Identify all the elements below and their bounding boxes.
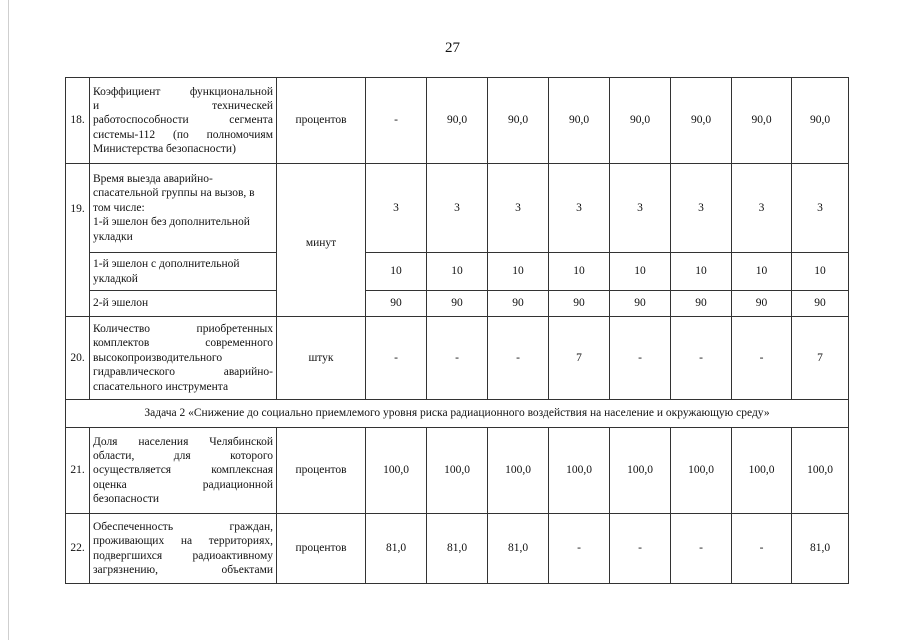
table-row (66, 253, 849, 291)
value-cell: - (671, 317, 732, 400)
name-line: комплектов современного (93, 337, 273, 350)
value-cell: 3 (732, 164, 792, 253)
table-row (66, 317, 849, 400)
value-cell: - (610, 317, 671, 400)
row-number: 22. (66, 514, 90, 584)
name-line: высокопроизводительного (93, 351, 223, 364)
unit-cell: процентов (277, 78, 366, 164)
indicators-table (65, 77, 849, 584)
page-left-edge (8, 0, 9, 640)
value-cell: 100,0 (366, 428, 427, 514)
name-line: спасательной группы на вызов, в (93, 187, 255, 200)
name-line: том числе: (93, 201, 145, 214)
indicator-name (90, 164, 277, 253)
indicator-name (90, 317, 277, 400)
indicator-name (90, 428, 277, 514)
row-number: 21. (66, 428, 90, 514)
value-cell: - (366, 317, 427, 400)
name-line: Доля населения Челябинской (93, 435, 273, 448)
value-cell: 90 (366, 291, 427, 317)
value-cell: - (671, 514, 732, 584)
value-cell: 7 (549, 317, 610, 400)
table-row (66, 164, 849, 253)
name-line: гидравлического аварийно- (93, 366, 273, 379)
value-cell: 90 (549, 291, 610, 317)
name-line: спасательного инструмента (93, 380, 229, 393)
name-line: работоспособности сегмента (93, 114, 273, 127)
unit-cell: процентов (277, 514, 366, 584)
value-cell: - (427, 317, 488, 400)
value-cell: 90 (488, 291, 549, 317)
name-line: и техническей (93, 99, 273, 112)
value-cell: 100,0 (610, 428, 671, 514)
row-number: 20. (66, 317, 90, 400)
value-cell: 90,0 (671, 78, 732, 164)
value-cell: 10 (792, 253, 849, 291)
task-heading: Задача 2 «Снижение до социально приемлемого уровня риска радиационного воздействия на население и окружающую среду» (66, 400, 849, 428)
value-cell: 7 (792, 317, 849, 400)
name-line: осуществляется комплексная (93, 464, 273, 477)
value-cell: 90 (610, 291, 671, 317)
value-cell: 90 (792, 291, 849, 317)
unit-cell: минут (277, 164, 366, 317)
value-cell: 10 (427, 253, 488, 291)
name-line: 1-й эшелон с дополнительной (93, 258, 240, 271)
value-cell: 3 (427, 164, 488, 253)
page-number: 27 (445, 40, 460, 56)
name-line: системы-112 (по полномочиям (93, 128, 273, 141)
name-line: подвергшихся радиоактивному (93, 549, 273, 562)
value-cell: - (366, 78, 427, 164)
name-line: Обеспеченность граждан, (93, 520, 273, 533)
value-cell: 3 (671, 164, 732, 253)
table-row (66, 514, 849, 584)
row-number: 18. (66, 78, 90, 164)
indicator-name (90, 291, 277, 317)
name-line: укладки (93, 230, 133, 243)
value-cell: 10 (549, 253, 610, 291)
value-cell: 10 (488, 253, 549, 291)
value-cell: 10 (610, 253, 671, 291)
value-cell: 3 (549, 164, 610, 253)
unit-cell: процентов (277, 428, 366, 514)
value-cell: 81,0 (792, 514, 849, 584)
indicator-name (90, 78, 277, 164)
task-heading-row (66, 400, 849, 428)
table-row (66, 291, 849, 317)
value-cell: 100,0 (732, 428, 792, 514)
value-cell: 100,0 (792, 428, 849, 514)
name-line: безопасности (93, 493, 160, 506)
value-cell: 3 (610, 164, 671, 253)
value-cell: 100,0 (549, 428, 610, 514)
name-line: Министерства безопасности) (93, 143, 236, 156)
value-cell: - (732, 317, 792, 400)
value-cell: 90 (671, 291, 732, 317)
name-line: проживающих на территориях, (93, 535, 273, 548)
value-cell: 10 (732, 253, 792, 291)
name-line: загрязнению, объектами (93, 563, 273, 576)
value-cell: 81,0 (488, 514, 549, 584)
value-cell: 90,0 (732, 78, 792, 164)
value-cell: 100,0 (488, 428, 549, 514)
value-cell: 90,0 (610, 78, 671, 164)
value-cell: 81,0 (427, 514, 488, 584)
value-cell: 81,0 (366, 514, 427, 584)
value-cell: 100,0 (427, 428, 488, 514)
value-cell: 3 (488, 164, 549, 253)
value-cell: 90,0 (488, 78, 549, 164)
name-line: 1-й эшелон без дополнительной (93, 216, 250, 229)
value-cell: 10 (671, 253, 732, 291)
value-cell: - (610, 514, 671, 584)
value-cell: 90,0 (792, 78, 849, 164)
value-cell: 100,0 (671, 428, 732, 514)
table-row (66, 428, 849, 514)
name-line: области, для которого (93, 449, 273, 462)
value-cell: 90,0 (549, 78, 610, 164)
value-cell: 90,0 (427, 78, 488, 164)
value-cell: 10 (366, 253, 427, 291)
name-line: Количество приобретенных (93, 323, 273, 336)
unit-cell: штук (277, 317, 366, 400)
name-line: укладкой (93, 272, 138, 285)
value-cell: 90 (427, 291, 488, 317)
value-cell: - (732, 514, 792, 584)
name-line: Коэффициент функциональной (93, 85, 273, 98)
table-row (66, 78, 849, 164)
indicator-name (90, 253, 277, 291)
name-line: Время выезда аварийно- (93, 173, 213, 186)
value-cell: - (549, 514, 610, 584)
indicator-name (90, 514, 277, 584)
row-number: 19. (66, 164, 90, 317)
value-cell: 3 (792, 164, 849, 253)
value-cell: - (488, 317, 549, 400)
value-cell: 3 (366, 164, 427, 253)
name-line: оценка радиационной (93, 478, 273, 491)
value-cell: 90 (732, 291, 792, 317)
name-line: 2-й эшелон (93, 297, 149, 310)
